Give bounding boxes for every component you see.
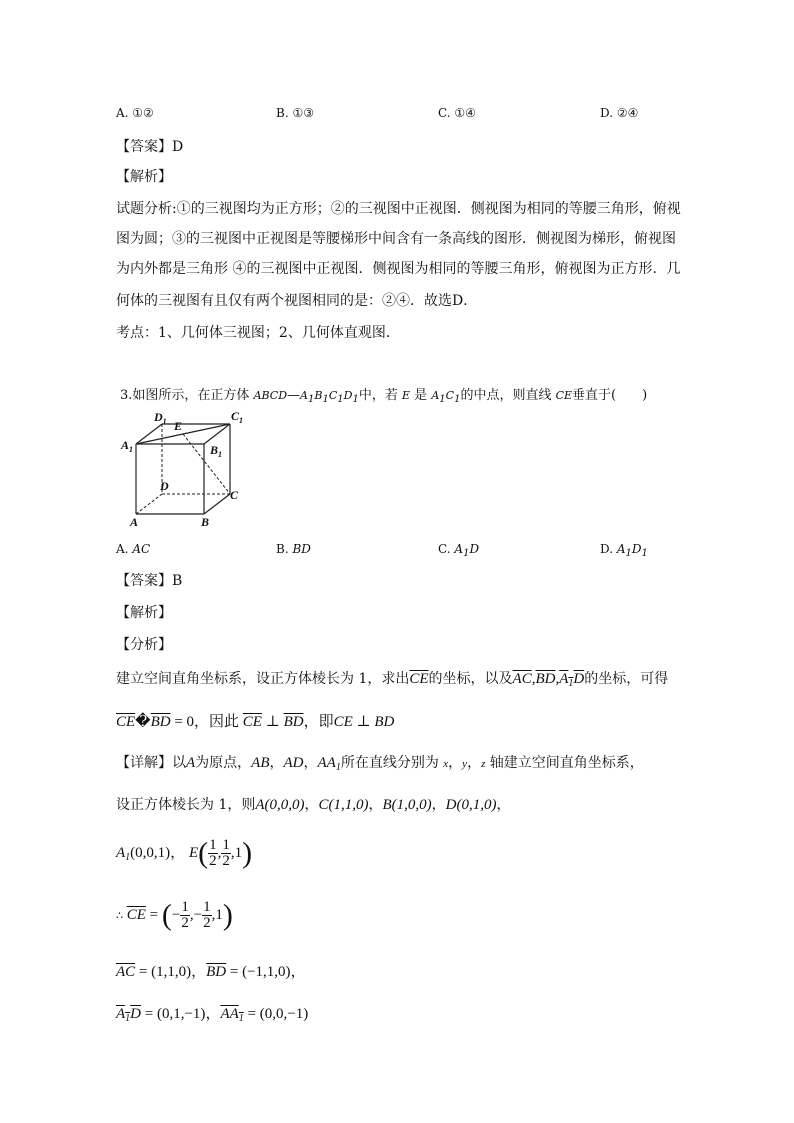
q3-stem (120, 384, 647, 405)
q3-option-a: A. AC (116, 542, 151, 556)
q3-cube-top: A1B1C1D1 (300, 389, 359, 405)
cube-figure (118, 408, 258, 532)
q3-option-c: C. $A_1D$ (438, 542, 480, 559)
q2-option-d: D. ②④ (600, 106, 639, 120)
q3-cube-name: ABCD (253, 389, 288, 402)
detail-line-1: 【详解】以A为原点，AB，AD，$AA_1$所在直线分别为 x，y，z 轴建立空间直角坐标系， (116, 755, 644, 773)
label-e: E (174, 419, 183, 433)
q2-answer: 【答案】D (116, 139, 184, 155)
label-a1: $A_1$ (121, 438, 134, 454)
vectors-ac-bd: $\overline{AC} = (1,1,0)$，$\overline{BD} = (-1,1,0)$， (116, 964, 306, 980)
q2-kaodian: 考点：1、几何体三视图；2、几何体直观图． (116, 325, 400, 341)
fenxi-line-2: $\overline{CE}�\overline{BD} = 0$，因此 $\overline{CE}$ ⊥ $\overline{BD}$，即CE ⊥ BD (116, 714, 395, 730)
vectors-a1d-aa1: $A_1D = (0,1,-1)$，$AA_1 = (0,0,-1)$ (116, 1006, 309, 1024)
q3-text-4: 垂直于( ) (572, 388, 648, 403)
q3-dash: — (287, 388, 301, 403)
q3-number: 3. (120, 388, 133, 403)
vector-ce: ∴ $\overline{CE}$ = (− $\frac{1}{2}$ ,− $\frac{1}{2}$ ,1) (116, 898, 233, 932)
q2-analysis-line-3: 为内外都是三角形 ④的三视图中正视图．侧视图为相同的等腰三角形，俯视图为正方形．几 (116, 261, 681, 277)
q3-segment: A1C1 (431, 389, 461, 405)
q2-analysis-line-4: 何体的三视图有且仅有两个视图相同的是：②④．故选D． (116, 293, 478, 309)
label-d: D (160, 479, 169, 493)
q2-option-c: C. ①④ (438, 106, 476, 120)
q3-intro: 如图所示，在正方体 (132, 388, 250, 403)
edge-bc (204, 494, 230, 514)
label-a: A (130, 515, 139, 529)
label-d1: $D_1$ (154, 410, 167, 426)
q3-text-1: 中，若 (358, 388, 398, 403)
segment-ce-hidden (183, 434, 230, 494)
label-c: C (230, 488, 239, 502)
q3-e: E (401, 389, 411, 402)
q3-text-2: 是 (414, 388, 428, 403)
q2-analysis-heading: 【解析】 (116, 169, 172, 185)
label-b: B (201, 515, 210, 529)
q2-analysis-line-2: 图为圆；③的三视图中正视图是等腰梯形中间含有一条高线的图形．侧视图为梯形，俯视图 (116, 231, 676, 247)
q3-text-3: 的中点，则直线 (460, 388, 552, 403)
q3-fenxi: 【分析】 (116, 637, 172, 653)
q3-jiexi: 【解析】 (116, 605, 172, 621)
q2-option-a: A. ①② (116, 106, 154, 120)
label-b1: $B_1$ (210, 443, 223, 459)
q3-answer: 【答案】B (116, 573, 183, 589)
q2-option-b: B. ①③ (276, 106, 314, 120)
q2-analysis-line-1: 试题分析:①的三视图均为正方形；②的三视图中正视图．侧视图为相同的等腰三角形，俯视 (116, 201, 681, 217)
label-c1: $C_1$ (231, 409, 244, 425)
edge-ad-hidden (136, 494, 162, 514)
coords-a1-e: $A_1(0,0,1)$， E( $\frac{1}{2}$ , $\frac{1}{2}$ ,1) (116, 836, 253, 870)
detail-line-2: 设正方体棱长为 1，则A(0,0,0)，C(1,1,0)，B(1,0,0)，D(0,1,0)， (116, 797, 511, 813)
fenxi-line-1: 建立空间直角坐标系，设正方体棱长为 1，求出$\overline{CE}$的坐标，以及$\overline{AC},\overline{BD},A_1D$的坐标，可得 (116, 671, 669, 689)
q3-option-b: B. BD (276, 542, 311, 556)
q3-option-d: D. $A_1D_1$ (600, 542, 648, 559)
q3-ce: CE (555, 389, 573, 402)
